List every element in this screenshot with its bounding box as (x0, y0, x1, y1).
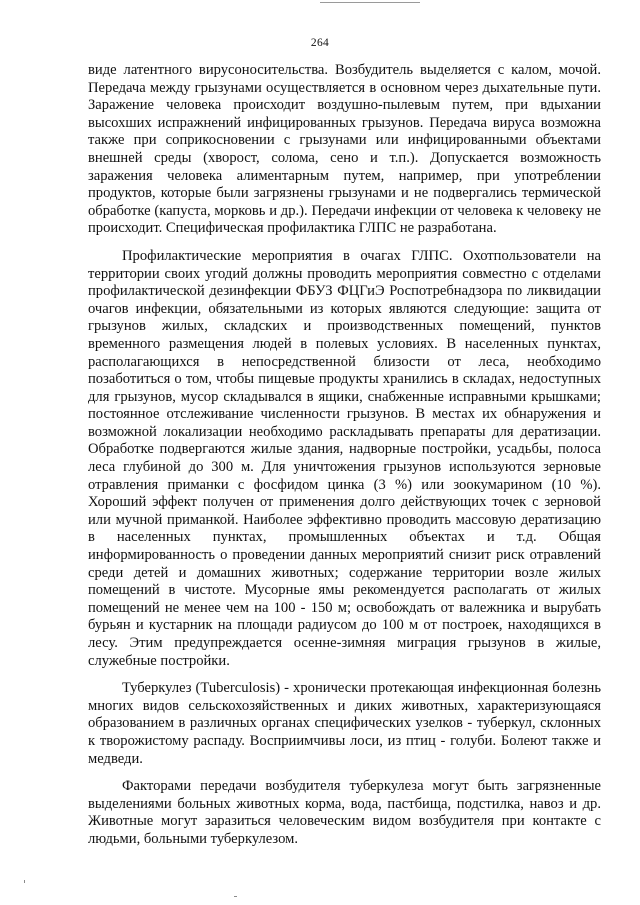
page-number: 264 (310, 37, 330, 49)
paragraph-hfrs-transmission: виде латентного вирусоносительства. Возбудитель выделяется с калом, мочой. Передача между грызунами осуществляется в основном через дыхательные пути. Заражение человека происходит воздушно-пылевым путем, при вдыхании высохших испражнений инфицированных грызунов. Передача вируса возможна также при соприкосновении с грызунами или инфицированными объектами внешней среды (хворост, солома, сено и т.п.). Допускается возможность заражения человека алиментарным путем, например, при употреблении продуктов, которые были загрязнены грызунами и не подвергались термической обработке (капуста, морковь и др.). Передачи инфекции от человека к человеку не происходит. Специфическая профилактика ГЛПС не разработана. (88, 62, 601, 237)
paragraph-tuberculosis-definition: Туберкулез (Tuberculosis) - хронически протекающая инфекционная болезнь многих видов сельскохозяйственных и диких животных, характеризующаяся образованием в различных органах специфических узелков - туберкул, склонных к творожистому распаду. Восприимчивы лоси, из птиц - голуби. Болеют также и медведи. (88, 680, 601, 767)
paragraph-hfrs-prevention: Профилактические мероприятия в очагах ГЛПС. Охотпользователи на территории своих угодий должны проводить мероприятия совместно с отделами профилактической дезинфекции ФБУЗ ФЦГиЭ Роспотребнадзора по ликвидации очагов инфекции, обязательными из которых являются следующие: защита от грызунов жилых, складских и производственных помещений, пунктов временного размещения людей в полевых условиях. В населенных пунктах, располагающихся в непосредственной близости от леса, необходимо позаботиться о том, чтобы пищевые продукты хранились в складах, недоступных для грызунов, мусор складывался в ящики, снабженные исправными крышками; постоянное отслеживание численности грызунов. В местах их обнаружения и возможной локализации необходимо раскладывать препараты для дератизации. Обработке подвергаются жилые здания, надворные постройки, усадьбы, полоса леса глубиной до 300 м. Для уничтожения грызунов используются зерновые отравления приманки с фосфидом цинка (3 %) или зоокумарином (10 %). Хороший эффект получен от применения долго действующих точек с зерновой или мучной приманкой. Наиболее эффективно проводить массовую дератизацию в населенных пунктах, промышленных объектах и т.д. Общая информированность о проведении данных мероприятий снизит риск отравлений среди детей и домашних животных; содержание территории возле жилых помещений в чистоте. Мусорные ямы рекомендуется располагать от жилых помещений не менее чем на 100 - 150 м; освобождать от валежника и вырубать бурьян и кустарник на площади радиусом до 100 м от построек, находящихся в лесу. Этим предупреждается осенне-зимняя миграция грызунов в жилые, служебные постройки. (88, 247, 601, 669)
top-edge-rule (320, 2, 420, 3)
scan-artifact (234, 896, 237, 897)
page-body (88, 62, 601, 849)
paragraph-tuberculosis-transmission: Факторами передачи возбудителя туберкулеза могут быть загрязненные выделениями больных животных корма, вода, пастбища, подстилка, навоз и др. Животные могут заразиться человеческим видом возбудителя при контакте с людьми, больными туберкулезом. (88, 778, 601, 847)
scan-artifact (24, 880, 25, 883)
